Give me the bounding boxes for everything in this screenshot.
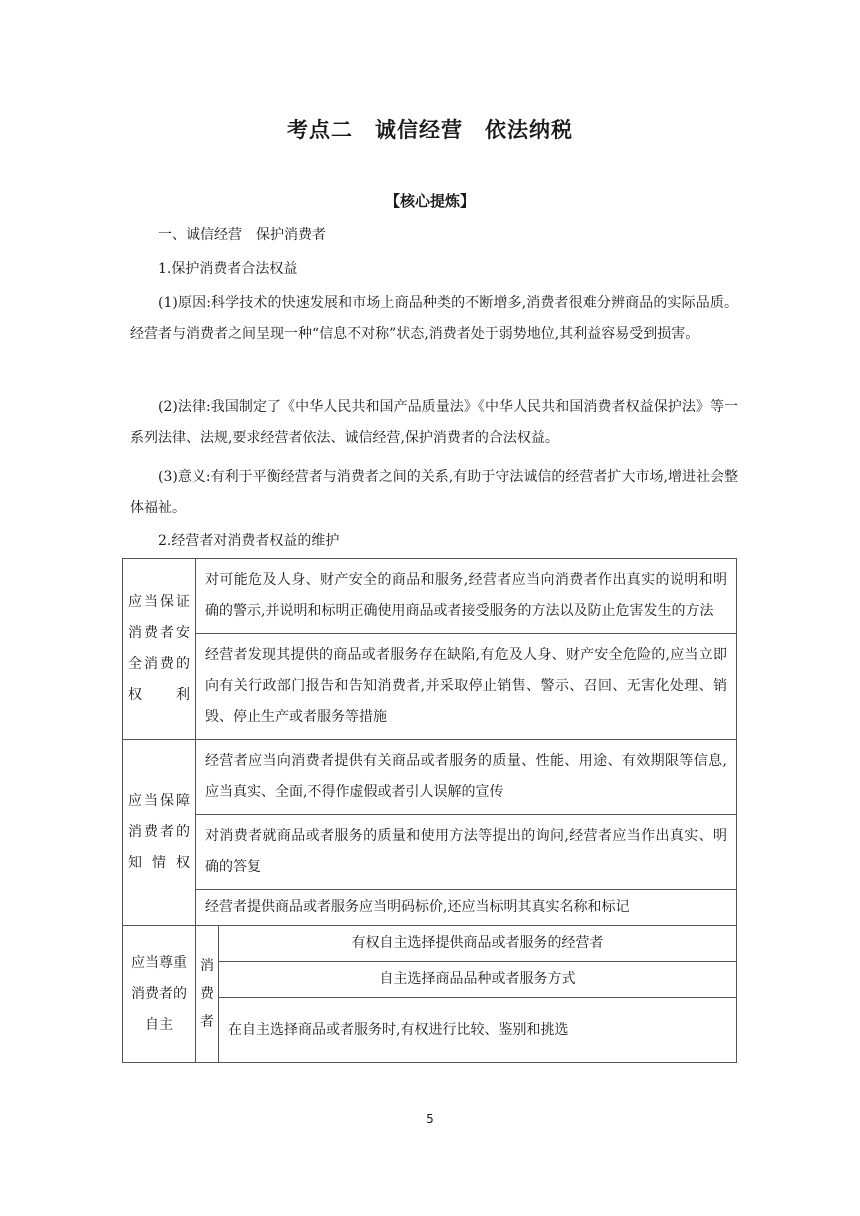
paragraph-law: (2)法律:我国制定了《中华人民共和国产品质量法》《中华人民共和国消费者权益保护法》等一系列法律、法规,要求经营者依法、诚信经营,保护消费者的合法权益。 [130, 399, 738, 446]
table-group-header: 应当尊重消费者的自主 [123, 926, 196, 1063]
subsection-heading-2: 2.经营者对消费者权益的维护 [158, 533, 340, 549]
table-row [123, 740, 737, 815]
table-sub-header: 消费者 [196, 926, 219, 1063]
table-cell: 经营者发现其提供的商品或者服务存在缺陷,有危及人身、财产安全危险的,应当立即向有关行政部门报告和告知消费者,并采取停止销售、警示、召回、无害化处理、销毁、停止生产或者服务等措施 [196, 634, 737, 740]
table-cell: 经营者提供商品或者服务应当明码标价,还应当标明其真实名称和标记 [196, 890, 737, 926]
table-row [123, 815, 737, 890]
page-number: 5 [426, 1112, 434, 1126]
table-cell: 对可能危及人身、财产安全的商品和服务,经营者应当向消费者作出真实的说明和明确的警示,并说明和标明正确使用商品或者接受服务的方法以及防止危害发生的方法 [196, 559, 737, 634]
table-group-header: 应当保障消费者的知情权 [123, 740, 196, 926]
table-row [123, 890, 737, 926]
table-cell: 对消费者就商品或者服务的质量和使用方法等提出的询问,经营者应当作出真实、明确的答复 [196, 815, 737, 890]
subsection-heading-1: 1.保护消费者合法权益 [158, 261, 298, 277]
table-row [123, 634, 737, 740]
section-one-heading: 一、诚信经营 保护消费者 [158, 227, 326, 243]
table-row [123, 926, 737, 962]
paragraph-reason: (1)原因:科学技术的快速发展和市场上商品种类的不断增多,消费者很难分辨商品的实际品质。经营者与消费者之间呈现一种“信息不对称”状态,消费者处于弱势地位,其利益容易受到损害。 [130, 295, 738, 342]
table-group-header: 应当保证消费者安全消费的权利 [123, 559, 196, 740]
table-cell: 经营者应当向消费者提供有关商品或者服务的质量、性能、用途、有效期限等信息,应当真实、全面,不得作虚假或者引人误解的宣传 [196, 740, 737, 815]
section-heading: 【核心提炼】 [384, 192, 475, 210]
table-cell: 有权自主选择提供商品或者服务的经营者 [219, 926, 737, 962]
table-cell: 在自主选择商品或者服务时,有权进行比较、鉴别和挑选 [219, 998, 737, 1063]
page-title: 考点二 诚信经营 依法纳税 [287, 118, 573, 142]
paragraph-significance: (3)意义:有利于平衡经营者与消费者之间的关系,有助于守法诚信的经营者扩大市场,增进社会整体福祉。 [130, 469, 738, 516]
table-cell: 自主选择商品品种或者服务方式 [219, 962, 737, 998]
consumer-rights-table [122, 558, 737, 1063]
table-row [123, 559, 737, 634]
